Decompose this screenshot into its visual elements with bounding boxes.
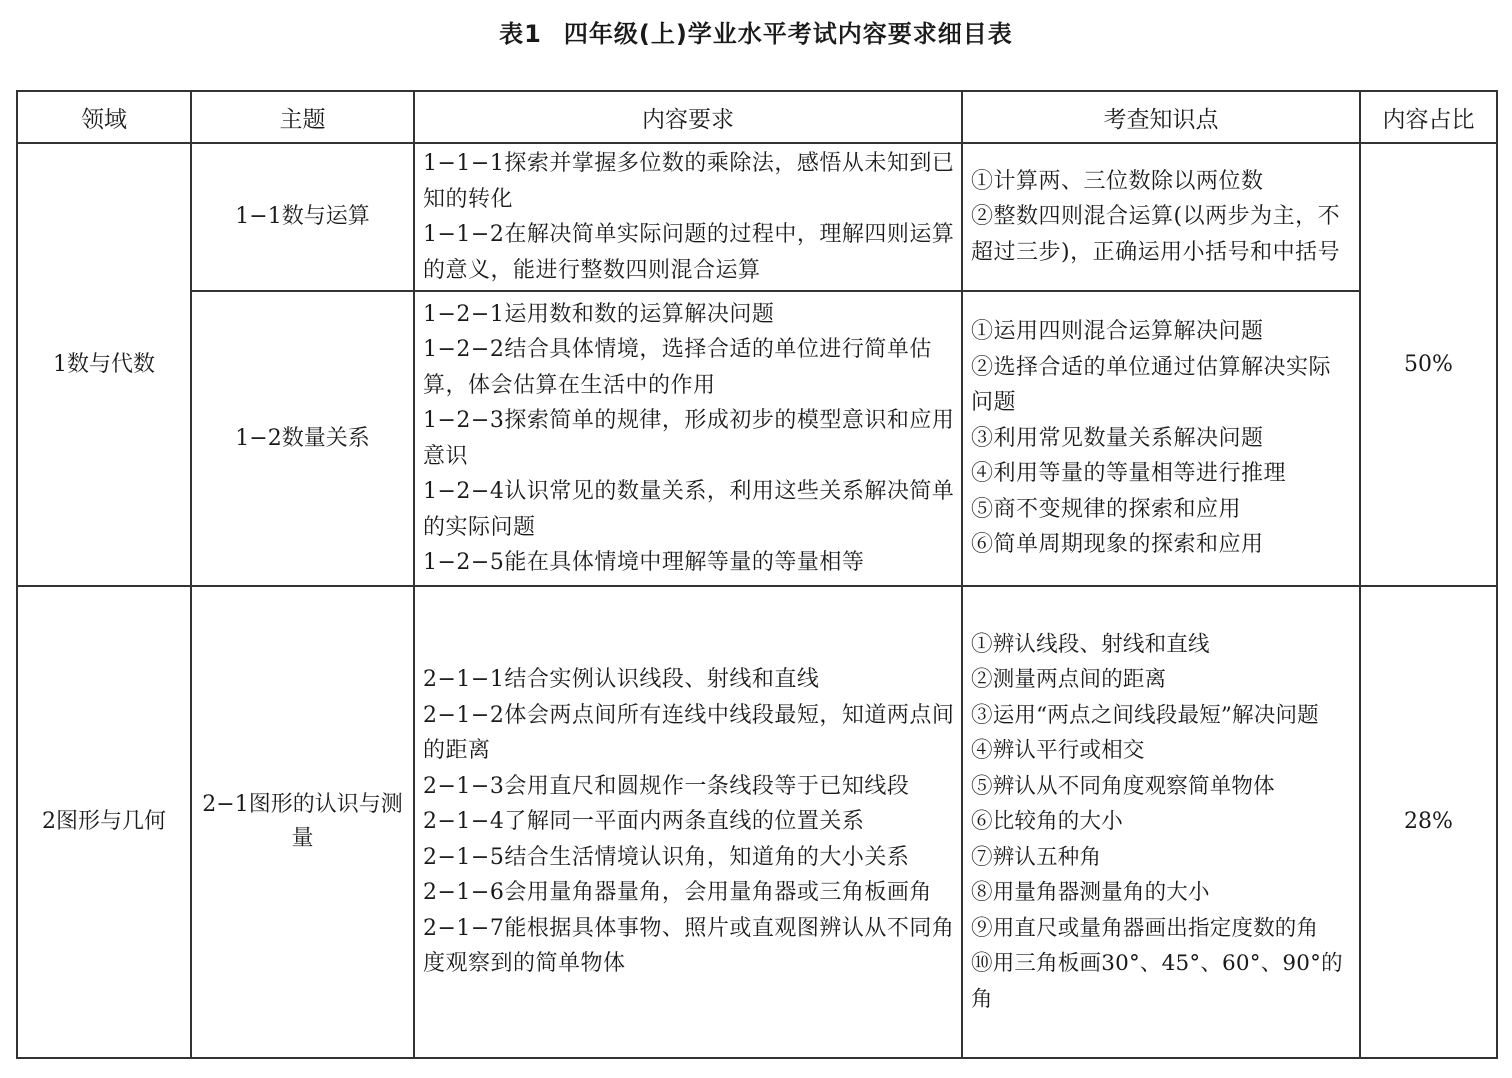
knowledge-item: ②整数四则混合运算(以两步为主，不超过三步)，正确运用小括号和中括号	[971, 204, 1341, 265]
content-item: 2−1−5结合生活情境认识角，知道角的大小关系	[423, 844, 910, 870]
header-ratio: 内容占比	[1360, 91, 1497, 143]
table-number: 表1	[499, 20, 542, 48]
topic-cell: 1−1数与运算	[191, 143, 414, 291]
header-topic: 主题	[191, 91, 414, 143]
content-item: 2−1−7能根据具体事物、照片或直观图辨认从不同角度观察到的简单物体	[423, 915, 955, 977]
knowledge-cell	[962, 586, 1360, 1058]
knowledge-item: ⑥比较角的大小	[971, 809, 1123, 835]
knowledge-item: ④辨认平行或相交	[971, 738, 1145, 764]
content-item: 2−1−2体会两点间所有连线中线段最短，知道两点间的距离	[423, 702, 955, 764]
knowledge-item: ①运用四则混合运算解决问题	[971, 319, 1264, 345]
knowledge-item: ⑥简单周期现象的探索和应用	[971, 532, 1264, 558]
topic-cell: 1−2数量关系	[191, 291, 414, 586]
table-caption	[0, 14, 1512, 54]
content-item: 2−1−6会用量角器量角，会用量角器或三角板画角	[423, 880, 932, 906]
content-item: 1−2−1运用数和数的运算解决问题	[423, 301, 775, 327]
knowledge-item: ⑦辨认五种角	[971, 844, 1102, 870]
knowledge-item: ⑤商不变规律的探索和应用	[971, 496, 1242, 522]
content-item: 1−1−2在解决简单实际问题的过程中，理解四则运算的意义，能进行整数四则混合运算	[423, 222, 955, 283]
content-item: 2−1−3会用直尺和圆规作一条线段等于已知线段	[423, 773, 910, 799]
knowledge-item: ③利用常见数量关系解决问题	[971, 425, 1264, 451]
domain-cell: 1数与代数	[17, 143, 191, 586]
table-row	[17, 586, 1497, 1058]
knowledge-item: ④利用等量的等量相等进行推理	[971, 461, 1287, 487]
content-item: 2−1−1结合实例认识线段、射线和直线	[423, 667, 820, 693]
knowledge-cell	[962, 143, 1360, 291]
knowledge-item: ⑤辨认从不同角度观察简单物体	[971, 773, 1275, 799]
header-content: 内容要求	[414, 91, 962, 143]
knowledge-item: ⑧用量角器测量角的大小	[971, 880, 1210, 906]
knowledge-item: ③运用“两点之间线段最短”解决问题	[971, 702, 1319, 728]
knowledge-item: ②选择合适的单位通过估算解决实际问题	[971, 354, 1332, 416]
content-item: 1−2−3探索简单的规律，形成初步的模型意识和应用意识	[423, 408, 955, 469]
table-row	[17, 143, 1497, 291]
knowledge-item: ②测量两点间的距离	[971, 667, 1167, 693]
ratio-cell: 50%	[1360, 143, 1497, 586]
content-item: 1−1−1探索并掌握多位数的乘除法，感悟从未知到已知的转化	[423, 151, 955, 212]
table-title: 四年级(上)学业水平考试内容要求细目表	[563, 20, 1013, 48]
header-knowledge: 考查知识点	[962, 91, 1360, 143]
knowledge-item: ⑨用直尺或量角器画出指定度数的角	[971, 915, 1319, 941]
content-requirements-table	[16, 90, 1498, 1059]
content-item: 1−2−2结合具体情境，选择合适的单位进行简单估算，体会估算在生活中的作用	[423, 337, 932, 398]
content-cell	[414, 586, 962, 1058]
header-row	[17, 91, 1497, 143]
table-row	[17, 291, 1497, 586]
domain-cell: 2图形与几何	[17, 586, 191, 1058]
knowledge-item: ①计算两、三位数除以两位数	[971, 168, 1264, 194]
content-cell	[414, 291, 962, 586]
topic-cell: 2−1图形的认识与测量	[191, 586, 414, 1058]
knowledge-item: ⑩用三角板画30°、45°、60°、90°的角	[971, 951, 1343, 1012]
knowledge-item: ①辨认线段、射线和直线	[971, 631, 1210, 657]
content-cell	[414, 143, 962, 291]
content-item: 1−2−4认识常见的数量关系，利用这些关系解决简单的实际问题	[423, 479, 955, 540]
content-item: 2−1−4了解同一平面内两条直线的位置关系	[423, 809, 865, 835]
knowledge-cell	[962, 291, 1360, 586]
content-item: 1−2−5能在具体情境中理解等量的等量相等	[423, 550, 865, 575]
header-domain: 领域	[17, 91, 191, 143]
ratio-cell: 28%	[1360, 586, 1497, 1058]
